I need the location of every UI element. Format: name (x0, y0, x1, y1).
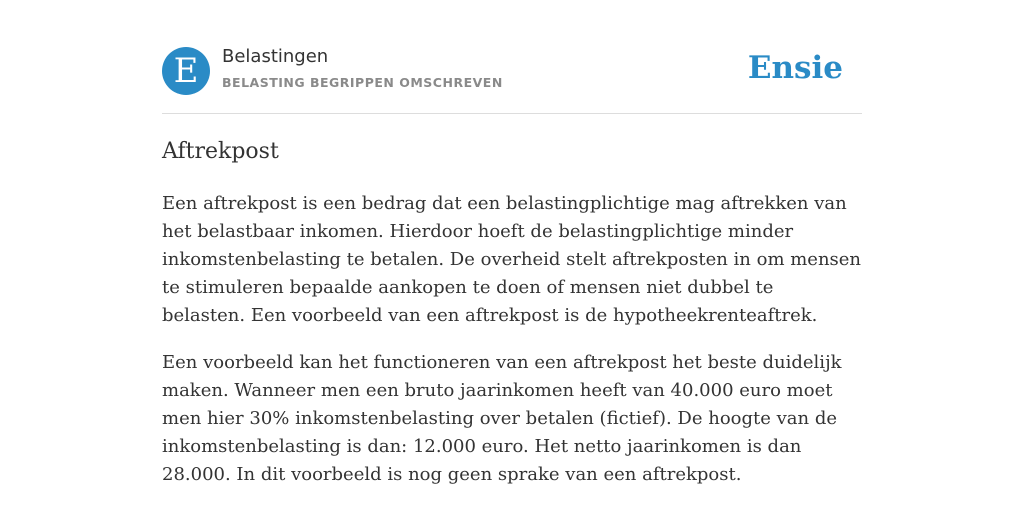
brand-logo[interactable]: Ensie (747, 50, 843, 86)
site-title[interactable]: Belastingen (222, 46, 329, 67)
site-logo-icon[interactable]: E (162, 47, 210, 95)
article-paragraph: Een voorbeeld kan het functioneren van een aftrekpost het beste duidelijk maken. Wanneer men een bruto jaarinkomen heeft van 40.000 euro moet men hier 30% inkomstenbelasting over betalen (fictief). De hoogte van de inkomstenbelasting is dan: 12.000 euro. Het netto jaarinkomen is dan 28.000. In dit voorbeeld is nog geen sprake van een aftrekpost. (162, 352, 842, 485)
article-title: Aftrekpost (162, 139, 279, 164)
site-subtitle: BELASTING BEGRIPPEN OMSCHREVEN (222, 75, 503, 90)
header (162, 46, 862, 96)
article-paragraph: Een aftrekpost is een bedrag dat een belastingplichtige mag aftrekken van het belastbaar inkomen. Hierdoor hoeft de belastingplichtige minder inkomstenbelasting te betalen. De overheid stelt aftrekposten in om mensen te stimuleren bepaalde aankopen te doen of mensen niet dubbel te belasten. Een voorbeeld van een aftrekpost is de hypotheekrenteaftrek. (162, 193, 862, 326)
header-divider (162, 113, 862, 114)
article-body (162, 190, 862, 508)
